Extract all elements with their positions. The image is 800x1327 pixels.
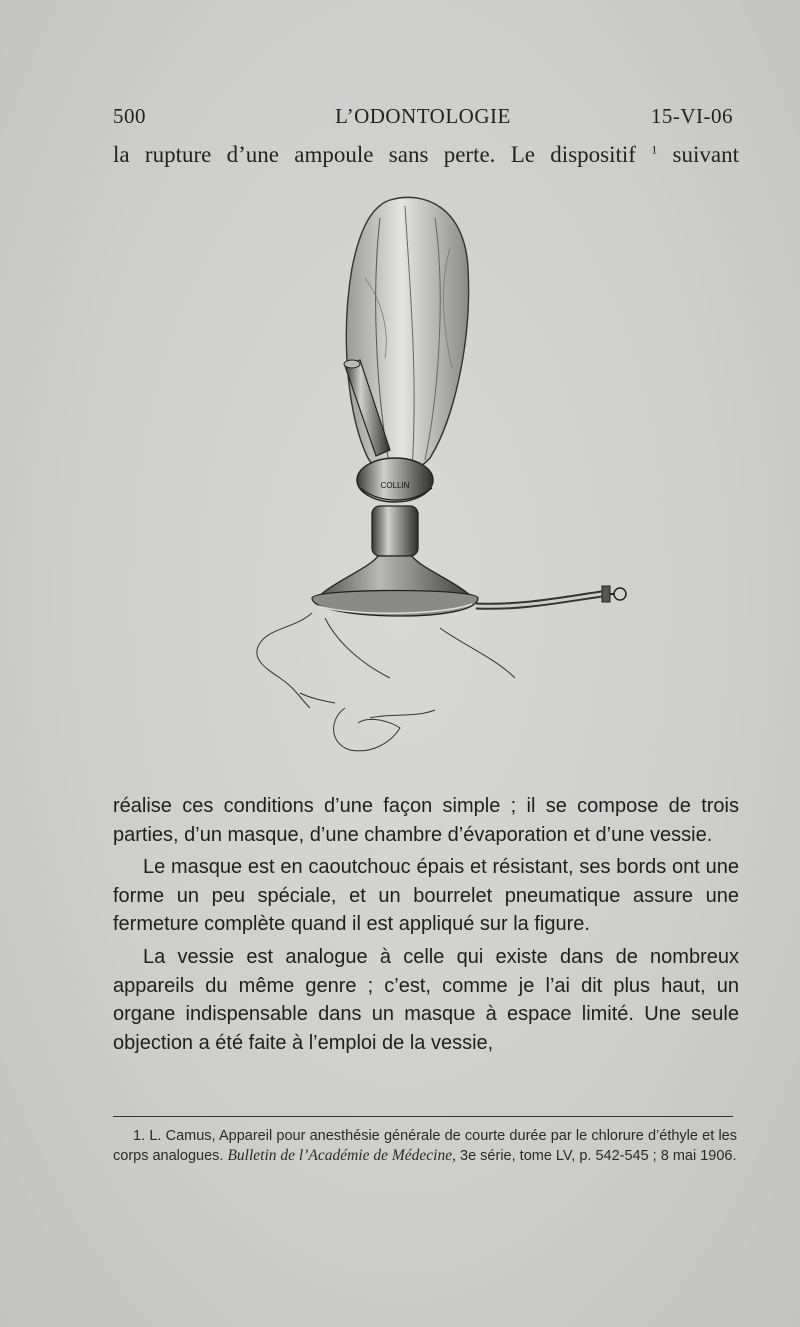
opening-line	[113, 142, 739, 168]
evaporation-chamber	[357, 458, 433, 556]
paragraph-bladder: La vessie est analogue à celle qui existe dans de nombreux appareils du même genre ; c’est, comme je l’ai dit plus haut, un organe indispensable dans un masque à espace limité. Une seule objection a été faite à l’emploi de la vessie,	[113, 945, 739, 1054]
face-profile-sketch	[257, 613, 515, 751]
opening-line-end: suivant	[657, 142, 739, 167]
footnote-number: 1.	[133, 1128, 146, 1144]
engraved-brand: COLLIN	[380, 481, 410, 490]
rubber-mask	[312, 556, 478, 616]
paragraph-continuation: réalise ces conditions d’une façon simple ; il se compose de trois parties, d’un masque, d’une chambre d’évaporation et d’une vessie.	[113, 795, 739, 846]
footnote-reference[interactable]: 1	[651, 142, 658, 157]
footnote-citation: 3e série, tome LV, p. 542-545 ; 8 mai 1906.	[456, 1148, 737, 1164]
paragraph-mask: Le masque est en caoutchouc épais et résistant, ses bords ont une forme un peu spéciale, et un bourrelet pneumatique assure une fermeture complète quand il est appliqué sur la figure.	[113, 856, 739, 936]
footnote-text: L. Camus, Appareil pour anesthésie générale de courte durée par le chlorure d’éthyle et les corps analogues.	[113, 1128, 737, 1164]
journal-title: L’ODONTOLOGIE	[335, 104, 511, 128]
pneumatic-tube	[476, 586, 626, 606]
body-text	[113, 792, 739, 1057]
page-number: 500	[113, 104, 146, 128]
bladder-bag	[346, 197, 468, 473]
footnote-divider	[113, 1116, 733, 1117]
opening-line-text: la rupture d’une ampoule sans perte. Le dispositif	[113, 142, 652, 167]
anesthesia-mask-illustration	[240, 188, 640, 788]
footnote-source: Bulletin de l’Académie de Médecine,	[227, 1147, 456, 1164]
footnote	[113, 1126, 737, 1166]
issue-date: 15-VI-06	[650, 104, 733, 128]
